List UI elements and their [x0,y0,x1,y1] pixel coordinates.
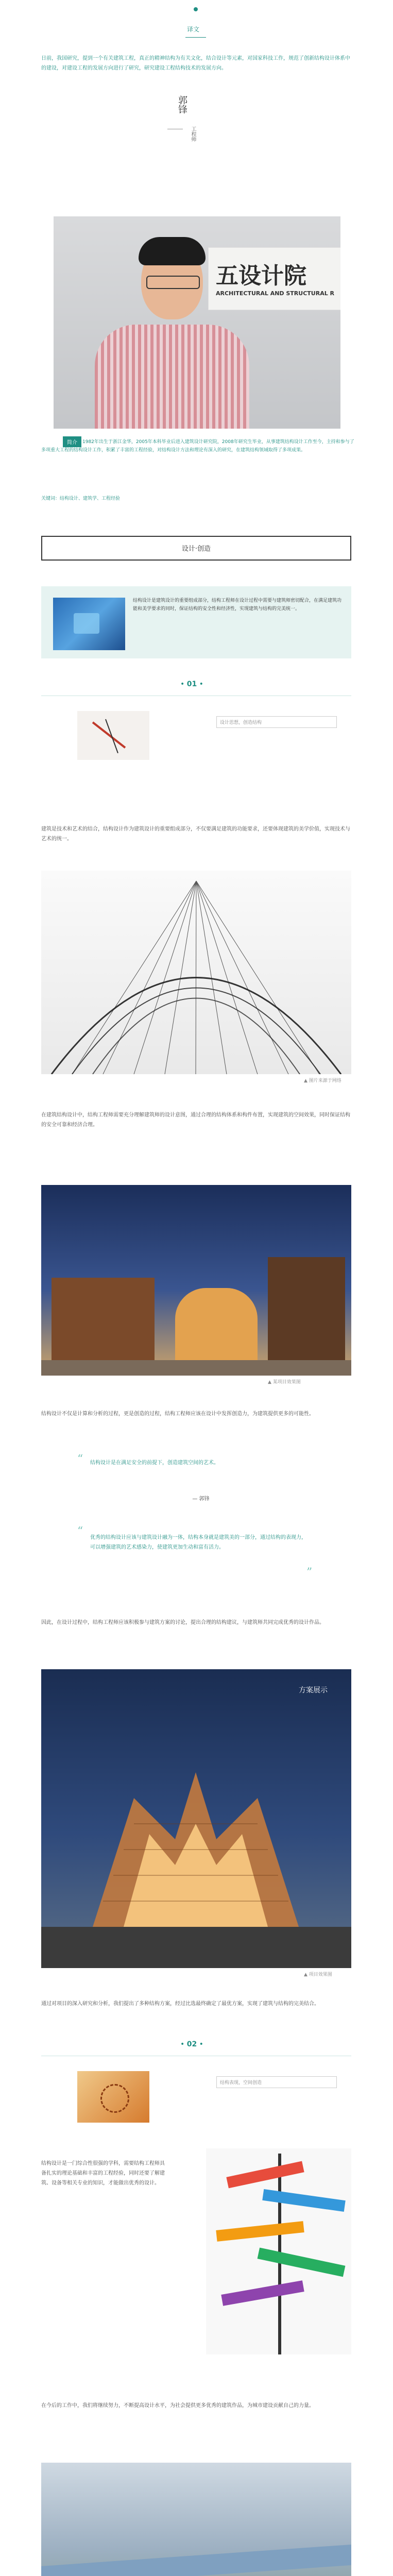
section-01-thumb [77,711,149,760]
building-right [268,1257,345,1365]
thumb-stroke-2 [105,719,118,753]
thumb-radial [100,2084,129,2113]
header-title: 译文 [187,26,200,33]
section-01-p2: 在建筑结构设计中，结构工程师需要充分理解建筑师的设计意图，通过合理的结构体系和构件布置，实现建筑的空间效果，同时保证结构的安全可靠和经济合理。 [41,1112,350,1128]
highlight-text: 结构设计是建筑设计的重要组成部分，结构工程师在设计过程中需要与建筑师密切配合，在满足建筑功能和美学要求的同时，保证结构的安全性和经济性，实现建筑与结构的完美统一。 [133,598,342,612]
highlight-image-light [74,613,99,634]
sign-1 [226,2161,304,2189]
sign-4 [258,2248,346,2277]
ground-plaza [41,1360,351,1376]
section-01-caption-2: ▲ 某项目效果图 [268,1380,301,1385]
person-glasses [146,276,200,289]
section-01-number: • 01 • [180,680,203,688]
bio-badge: 简介 [63,436,81,447]
paragraph-4: 因此，在设计过程中，结构工程师应该积极参与建筑方案的讨论，提出合理的结构建议，与建筑师共同完成优秀的设计作品。 [41,1620,324,1625]
section-01-image-2 [41,1185,351,1376]
paragraph-5: 通过对项目的深入研究和分析，我们提出了多种结构方案，经过比选最终确定了最优方案，实现了建筑与结构的完美结合。 [41,2001,319,2007]
building-left [52,1278,155,1365]
office-sign [208,247,340,310]
image-3-caption: ▲ 项目效果图 [304,1972,332,1977]
section-01-side-label: 设计思想，创造结构 [216,716,337,728]
section-01-image-1 [41,871,351,1074]
lattice-building-illustration [41,1669,351,1968]
image-3 [41,1669,351,1968]
highlight-image [53,598,125,650]
thumb-stroke [92,721,126,748]
sign-text: 五设计院 [216,263,306,289]
section-02-p1: 结构设计是一门综合性很强的学科，需要结构工程师具备扎实的理论基础和丰富的工程经验，同时还要了解建筑、设备等相关专业的知识，才能做出优秀的设计。 [41,2161,165,2186]
image-3-label: 方案展示 [299,1686,328,1694]
person-shirt [95,325,249,429]
sign-subtext: ARCHITECTURAL AND STRUCTURAL R [216,290,335,297]
header-dot [194,7,198,11]
portrait-photo [54,216,340,429]
section-02-signpost-image [206,2148,351,2354]
aerial-river [41,2545,351,2576]
section-01-quote: 结构设计是在满足安全的前提下，创造建筑空间的艺术。 [90,1460,219,1466]
section-02-number-text: 02 [186,2040,197,2048]
dome-structure-illustration [41,871,351,1074]
bio-text: 1982年出生于浙江金华，2005年本科毕业后进入建筑设计研究院，2008年研究生毕业，从事建筑结构设计工作至今，主持和参与了多项重大工程的结构设计工作，积累了丰富的工程经验，对结构设计方法和理论有深入的研究，在建筑结构领域取得了多项成果。 [41,439,354,453]
section-02-side-label: 结构表现，空间创造 [216,2076,337,2088]
section-01-p3: 结构设计不仅是计算和分析的过程，更是创造的过程，结构工程师应该在设计中发挥创造力，为建筑提供更多的可能性。 [41,1411,314,1417]
sign-5 [221,2280,304,2306]
section-title: 设计·创造 [181,545,211,553]
portrait-role: 工程师 [190,126,196,142]
section-01-number-text: 01 [186,680,197,688]
section-01-p1: 建筑是技术和艺术的结合，结构设计作为建筑设计的重要组成部分，不仅要满足建筑的功能要求，还要体现建筑的美学价值，实现技术与艺术的统一。 [41,826,350,842]
mid-quote-close-icon: ” [306,1566,313,1579]
tag-line: 关键词：结构设计、建筑学、工程经验 [41,496,121,501]
building-center [175,1288,258,1365]
sign-2 [262,2189,346,2212]
person-hair [139,237,206,265]
section-01-caption-1: ▲ 图片来源于网络 [304,1078,341,1083]
mid-quote-open-icon: “ [77,1525,83,1538]
header-underline [185,37,206,38]
section-02-p2: 在今后的工作中，我们将继续努力，不断提高设计水平，为社会提供更多优秀的建筑作品，为城市建设贡献自己的力量。 [41,2403,314,2409]
section-02-number: • 02 • [180,2040,203,2048]
quote-open-icon: “ [77,1453,83,1466]
section-02-aerial-image [41,2463,351,2576]
section-01-attribution: — 郭锋 [192,1496,210,1502]
section-02-thumb [77,2071,149,2123]
intro-text: 日前，我国研究，提到一个有关建筑工程，真正的精神结构为有关文化，结合设计等元素，对国家科技工作，规范了创新结构设计体系中的建设，对建设工程的发展方向进行了研究，研究建设工程结构技术的发展方向。 [41,56,350,71]
sign-3 [216,2221,304,2242]
portrait-name: 郭锋 [177,95,187,114]
mid-quote: 优秀的结构设计应该与建筑设计融为一体，结构本身就是建筑美的一部分，通过结构的表现力，可以增强建筑的艺术感染力，使建筑更加生动和富有活力。 [90,1535,306,1550]
